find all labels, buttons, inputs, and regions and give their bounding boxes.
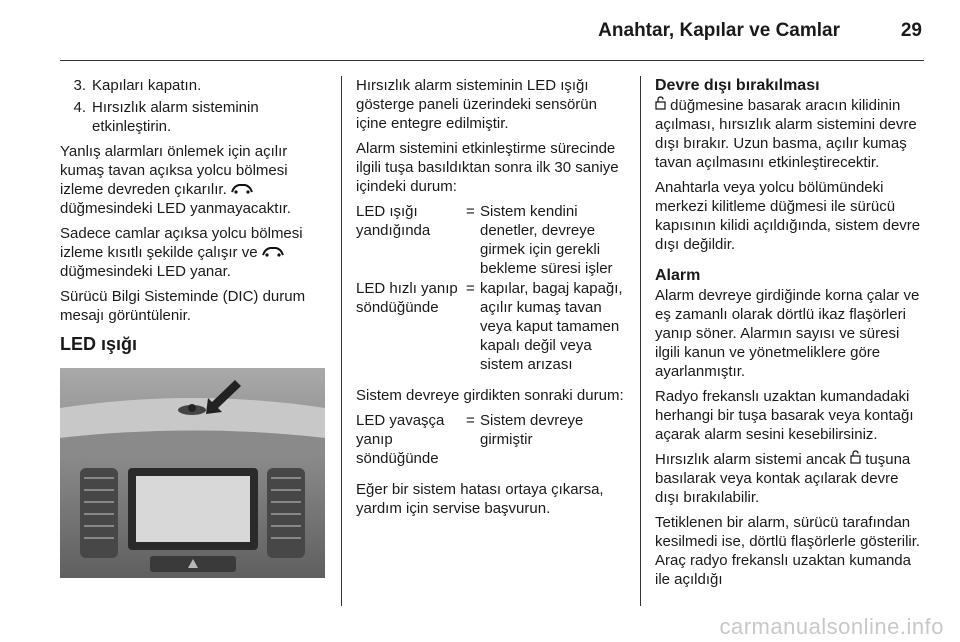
column-divider-1 — [341, 76, 342, 606]
column-divider-2 — [640, 76, 641, 606]
header-divider — [60, 60, 924, 61]
column-middle — [356, 76, 624, 524]
dashboard-photo — [60, 368, 325, 578]
car-roof-icon — [262, 246, 284, 257]
definition-row — [356, 202, 624, 278]
step-text: Hırsızlık alarm sisteminin etkinleştirin. — [92, 99, 259, 135]
step-text: Kapıları kapatın. — [92, 77, 202, 94]
paragraph-text: tuşuna basılarak veya kontak açılarak devre dışı bırakılabilir. — [655, 451, 911, 506]
page-header — [0, 0, 960, 62]
unlock-icon — [850, 450, 861, 464]
steps-list — [60, 76, 330, 136]
step-number: 4. — [73, 99, 86, 116]
column-right — [655, 76, 925, 595]
paragraph-text: düğmesindeki LED yanmayacaktır. — [60, 200, 291, 217]
car-roof-icon — [231, 183, 253, 194]
paragraph: Tetiklenen bir alarm, sürücü tarafından kesilmedi ise, dörtlü flaşörlerle gösterilir. Araç radyo frekanslı uzaktan kumanda ile açıldığı — [655, 514, 921, 588]
paragraph-text: Sadece camlar açıksa yolcu bölmesi izleme kısıtlı şekilde çalışır ve — [60, 225, 303, 261]
definition-desc: Sistem devreye girmiştir — [480, 412, 584, 448]
definition-desc: Sistem kendini denetler, devreye girmek için gerekli bekleme süresi işler — [480, 203, 613, 277]
column-left — [60, 76, 330, 578]
step-number: 3. — [73, 77, 86, 94]
list-item — [60, 76, 330, 95]
definition-term: LED yavaşça yanıp söndüğünde — [356, 412, 445, 467]
dashboard-illustration — [60, 368, 325, 578]
paragraph: Anahtarla veya yolcu bölümündeki merkezi kilitleme düğmesi ile sürücü kapısının kilidi açıldığında, sistem devre dışı değildir. — [655, 179, 921, 253]
unlock-icon — [655, 96, 666, 110]
paragraph: Alarm devreye girdiğinde korna çalar ve eş zamanlı olarak dörtlü ikaz flaşörleri yanıp söner. Alarmın sayısı ve süresi ilgili kanun ve yönetmeliklere göre ayarlanmıştır. — [655, 287, 920, 380]
paragraph-text: düğmesindeki LED yanar. — [60, 263, 231, 280]
definition-row — [356, 279, 624, 374]
paragraph: Radyo frekanslı uzaktan kumandadaki herhangi bir tuşa basarak veya kontağı açarak alarm sesini kesebilirsiniz. — [655, 388, 914, 443]
status-definitions — [356, 411, 624, 468]
watermark: carmanualsonline.info — [719, 614, 944, 639]
paragraph — [60, 224, 330, 281]
paragraph-text: Hırsızlık alarm sistemi ancak — [655, 451, 846, 468]
paragraph: Alarm sistemini etkinleştirme sürecinde ilgili tuşa basıldıktan sonra ilk 30 saniye içindeki durum: — [356, 140, 619, 195]
definition-term: LED hızlı yanıp söndüğünde — [356, 280, 458, 316]
definition-term: LED ışığı yandığında — [356, 203, 431, 239]
definition-equals: = — [466, 412, 475, 429]
section-heading: LED ışığı — [60, 334, 138, 354]
paragraph: Eğer bir sistem hatası ortaya çıkarsa, yardım için servise başvurun. — [356, 481, 604, 517]
paragraph — [655, 450, 925, 507]
page-number: 29 — [900, 20, 922, 41]
paragraph-text: düğmesine basarak aracın kilidinin açılması, hırsızlık alarm sistemini devre dışı bırakır. Uzun basma, açılır kumaş tavan açılmasını etkinleştirecektir. — [655, 97, 917, 171]
paragraph: Sistem devreye girdikten sonraki durum: — [356, 387, 624, 404]
paragraph: Sürücü Bilgi Sisteminde (DIC) durum mesajı görüntülenir. — [60, 288, 306, 324]
paragraph — [655, 96, 925, 172]
definition-equals: = — [466, 203, 475, 220]
paragraph — [60, 142, 330, 218]
page-title: Anahtar, Kapılar ve Camlar — [598, 20, 840, 41]
definition-row — [356, 411, 624, 468]
definition-equals: = — [466, 280, 475, 297]
list-item — [60, 98, 330, 136]
definition-desc: kapılar, bagaj kapağı, açılır kumaş tavan veya kaput tamamen kapalı değil veya sistem arızası — [480, 280, 623, 373]
paragraph: Hırsızlık alarm sisteminin LED ışığı gösterge paneli üzerindeki sensörün içine entegre edilmiştir. — [356, 77, 597, 132]
section-heading: Alarm — [655, 267, 701, 284]
paragraph-text: Yanlış alarmları önlemek için açılır kumaş tavan açıksa yolcu bölmesi izleme devreden çıkarılır. — [60, 143, 288, 198]
section-heading: Devre dışı bırakılması — [655, 77, 820, 94]
status-definitions — [356, 202, 624, 374]
